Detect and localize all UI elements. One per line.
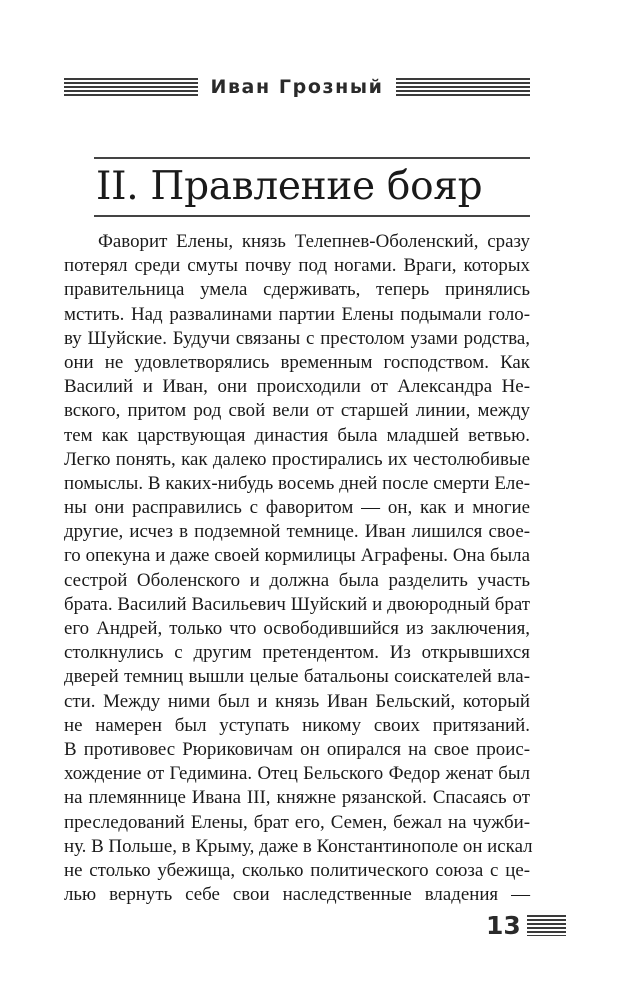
text-line: мстить. Над развалинами партии Елены подымали голо- [64, 303, 530, 325]
text-line: Василий и Иван, они происходили от Александра Не- [64, 376, 530, 398]
text-line: его Андрей, только что освободившийся из заключения, [64, 618, 530, 639]
chapter-title: II. Правление бояр [96, 164, 483, 209]
text-line: ну. В Польше, в Крыму, даже в Константинополе он искал [64, 835, 533, 857]
text-line: не столько убежища, сколько политического союза с це- [64, 859, 530, 881]
text-line: ны они расправились с фаворитом — он, как и многие [64, 497, 530, 519]
text-line: го опекуна и даже своей кормилицы Аграфены. Она была [64, 545, 530, 567]
running-header [64, 73, 530, 101]
text-line: потерял среди смуты почву под ногами. Враги, которых [64, 255, 530, 277]
text-line: Фаворит Елены, князь Телепнев-Оболенский, сразу [98, 231, 530, 252]
running-title: Иван Грозный [210, 76, 384, 98]
text-line: Легко понять, как далеко простирались их честолюбивые [64, 448, 530, 470]
text-line: они не удовлетворялись временным господством. Как [64, 351, 530, 373]
text-line: тем как царствующая династия была младшей ветвью. [64, 424, 530, 446]
header-stripes-right [396, 78, 530, 97]
header-stripes-left [64, 78, 198, 97]
text-line: преследований Елены, брат его, Семен, бежал на чужби- [64, 811, 530, 833]
text-line: хождение от Гедимина. Отец Бельского Федор женат был [64, 763, 530, 785]
text-line: помыслы. В каких-нибудь восемь дней после смерти Еле- [64, 472, 530, 494]
text-line: В противовес Рюриковичам он опирался на свое проис- [64, 738, 530, 760]
text-line: дверей темниц вышли целые батальоны соискателей вла- [64, 666, 530, 688]
text-line: столкнулись с другим претендентом. Из открывшихся [64, 642, 530, 664]
body-text [64, 230, 533, 907]
text-line: вского, притом род свой вели от старшей линии, между [64, 400, 530, 422]
text-line: сти. Между ними был и князь Иван Бельский, который [64, 690, 530, 712]
text-line: сестрой Оболенского и должна была разделить участь [64, 569, 530, 591]
text-line: другие, исчез в подземной темнице. Иван лишился свое- [64, 521, 530, 543]
text-line: брата. Василий Васильевич Шуйский и двоюродный брат [64, 593, 530, 615]
chapter-rule-bottom [94, 215, 530, 217]
text-line: правительница умела сдерживать, теперь принялись [64, 279, 530, 301]
page-footer [486, 910, 566, 940]
page-number: 13 [486, 910, 521, 940]
text-line: не намерен был уступать никому своих притязаний. [64, 714, 530, 736]
text-line: ву Шуйские. Будучи связаны с престолом узами родства, [64, 327, 530, 349]
text-line: на племяннице Ивана III, княжне рязанской. Спасаясь от [64, 787, 530, 809]
footer-stripes [527, 915, 566, 936]
chapter-rule-top [94, 157, 530, 159]
text-line: лью вернуть себе свои наследственные владения — [64, 884, 530, 906]
